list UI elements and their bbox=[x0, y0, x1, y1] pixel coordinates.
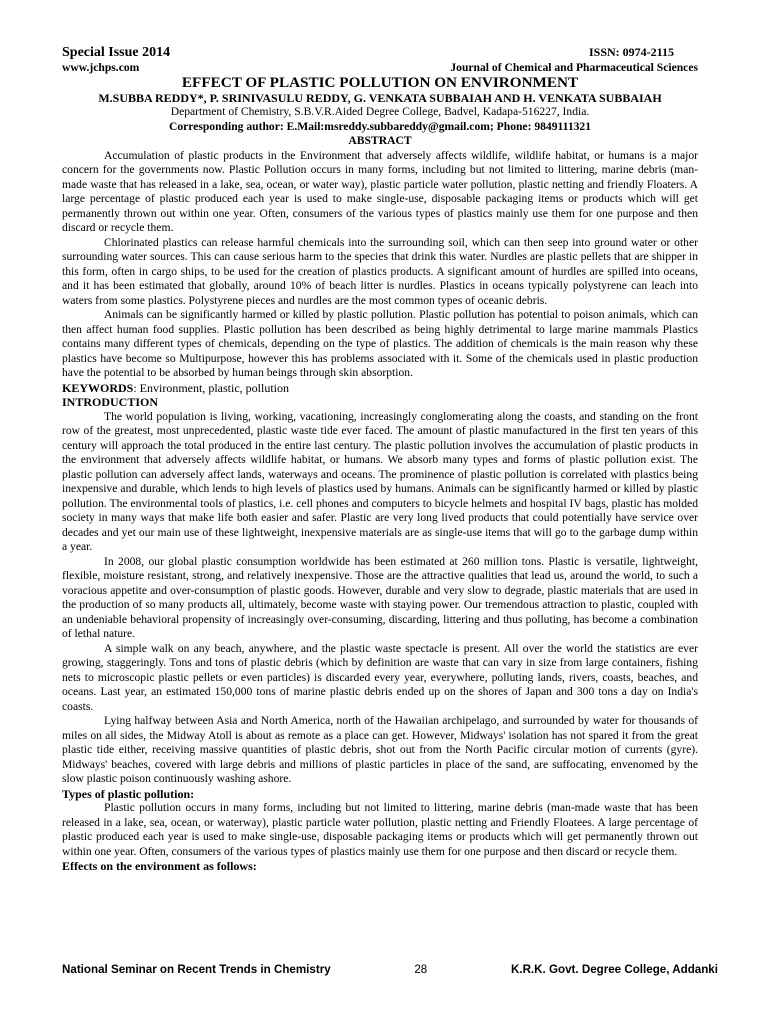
keywords-text: : Environment, plastic, pollution bbox=[133, 380, 289, 395]
journal-name: Journal of Chemical and Pharmaceutical Sciences bbox=[450, 61, 698, 74]
abstract-heading: ABSTRACT bbox=[348, 134, 412, 147]
effects-heading: Effects on the environment as follows: bbox=[62, 859, 257, 873]
paper-page bbox=[62, 44, 698, 874]
author-list: M.SUBBA REDDY*, P. SRINIVASULU REDDY, G. VENKATA SUBBAIAH AND H. VENKATA SUBBAIAH bbox=[98, 91, 662, 105]
page-number: 28 bbox=[414, 963, 428, 976]
paper-title: EFFECT OF PLASTIC POLLUTION ON ENVIRONMENT bbox=[181, 74, 579, 91]
intro-paragraph: In 2008, our global plastic consumption worldwide has been estimated at 260 million tons. Plastic is versatile, lightweight, flexible, moisture resistant, strong, and relatively inexpensive. Those are the attractive qualities that lead us, around the world, to such a voracious appetite and over-consumption of plastic goods. However, durable and very slow to degrade, plastic materials that are used in the production of so many products all, ultimately, become waste with staying power. Our tremendous attraction to plastic, coupled with an undeniable behavioral propensity of increasingly over-consuming, discarding, littering and thus polluting, has become a combination of lethal nature. bbox=[62, 554, 698, 640]
issue-label: Special Issue 2014 bbox=[62, 45, 171, 60]
header-row-1 bbox=[62, 44, 698, 61]
header-row-2 bbox=[62, 61, 698, 74]
types-paragraph: Plastic pollution occurs in many forms, including but not limited to littering, marine debris (man-made waste that has been released in a lake, sea, ocean, or waterway), plastic particle water pollution, plastic netting and Friendly Floatees. A large percentage of plastic produced each year is used to make single-use, disposable packaging items or products which will get permanently thrown out within one year. Often, consumers of the various types of plastics mainly use them for one purpose and then discard or recycle them. bbox=[62, 801, 698, 858]
keywords-label: KEYWORDS bbox=[62, 380, 134, 395]
affiliation: Department of Chemistry, S.B.V.R.Aided Degree College, Badvel, Kadapa-516227, India. bbox=[170, 105, 590, 118]
abstract-paragraph: Chlorinated plastics can release harmful chemicals into the surrounding soil, which can then seep into ground water or other surrounding water sources. This can cause serious harm to the species that drink this water. Nurdles are plastic pellets that are shipper in this form, often in cargo ships, to be used for the creation of plastics products. A significant amount of hurdles are spilled into oceans, and it has been estimated that globally, around 10% of beach litter is nurdles. Plastics in oceans typically polystyrene can leach into waters from some plastics. Polystyrene pieces and nurdles are the most common types of oceanic debris. bbox=[62, 235, 698, 307]
seminar-name: National Seminar on Recent Trends in Chemistry bbox=[62, 963, 331, 976]
types-heading: Types of plastic pollution: bbox=[62, 786, 195, 801]
abstract-paragraph: Accumulation of plastic products in the Environment that adversely affects wildlife, wildlife habitat, or humans is a major concern for the governments now. Plastic Pollution occurs in many forms, including but not limited to littering, marine debris (man-made waste that has released in a lake, sea, ocean, or water way), plastic particle water pollution, plastic netting and friendly Floaters. A large percentage of plastic produced each year is used to make single-use, disposable packaging items or products which will get permanently thrown out within one year. Often, consumers of the various types of plastics mainly use them for one purpose and then discard or recycle them. bbox=[62, 148, 698, 234]
page-footer bbox=[62, 963, 718, 976]
introduction-heading: INTRODUCTION bbox=[62, 395, 159, 409]
corresponding-author: Corresponding author: E.Mail:msreddy.subbareddy@gmail.com; Phone: 9849111321 bbox=[168, 119, 592, 133]
intro-paragraph: A simple walk on any beach, anywhere, and the plastic waste spectacle is present. All over the world the statistics are ever growing, staggeringly. Tons and tons of plastic debris (which by definition are waste that can vary in size from large containers, fishing nets to microscopic plastic pellets or even particles) is discarded every year, everywhere, polluting lands, rivers, coasts, beaches, and oceans. Last year, an estimated 150,000 tons of marine plastic debris ended up on the shores of Japan and 300 tons a day on India's coasts. bbox=[62, 641, 698, 713]
website-link[interactable]: www.jchps.com bbox=[62, 61, 140, 74]
intro-paragraph: Lying halfway between Asia and North America, north of the Hawaiian archipelago, and surrounded by water for thousands of miles on all sides, the Midway Atoll is about as remote as a place can get. However, Midways' isolation has not spared it from the great plastic tide either, receiving massive quantities of plastic debris, shot out from the North Pacific circular motion of currents (gyre). Midways' beaches, covered with large debris and millions of plastic particles in place of the sand, are suffocating, envenomed by the slow plastic poison continuously washing ashore. bbox=[62, 714, 698, 785]
issn-label: ISSN: 0974-2115 bbox=[588, 45, 674, 59]
college-name: K.R.K. Govt. Degree College, Addanki bbox=[510, 963, 718, 976]
abstract-paragraph: Animals can be significantly harmed or killed by plastic pollution. Plastic pollution has potential to poison animals, which can then affect human food supplies. Plastic pollution has been described as being highly detrimental to large marine mammals Plastics contains many different types of chemicals, depending on the type of plastics. The addition of chemicals is the main reason why these plastics have become so Multipurpose, however this has problems associated with it. Some of the chemicals used in plastic production have the potential to be absorbed by human beings through skin absorption. bbox=[62, 308, 698, 379]
intro-paragraph: The world population is living, working, vacationing, increasingly conglomerating along the coasts, and standing on the front row of the greatest, most unprecedented, plastic waste tide ever faced. The amount of plastic manufactured in the first ten years of this century will approach the total produced in the entire last century. The plastic pollution involves the accumulation of plastic products in the environment that adversely affects wildlife habitat, or humans. We absorb many types and forms of plastic pollution exist. The plastic pollution can adversely affect lands, waterways and oceans. The prominence of plastic pollution is correlated with plastics being inexpensive and durable, which lends to high levels of plastics used by humans. Animals can be significantly harmed or killed by plastic pollution. The environmental tools of plastics, i.e. cell phones and computers to bicycle helmets and hospital IV bags, plastic has molded society in many ways that make life both easier and safer. Plastic are very long lived products that could potentially have service over decades and yet our main use of these lightweight, inexpensive materials are as single-use items that will go to the garbage dump within a year. bbox=[62, 409, 698, 553]
keywords-line bbox=[62, 381, 698, 396]
